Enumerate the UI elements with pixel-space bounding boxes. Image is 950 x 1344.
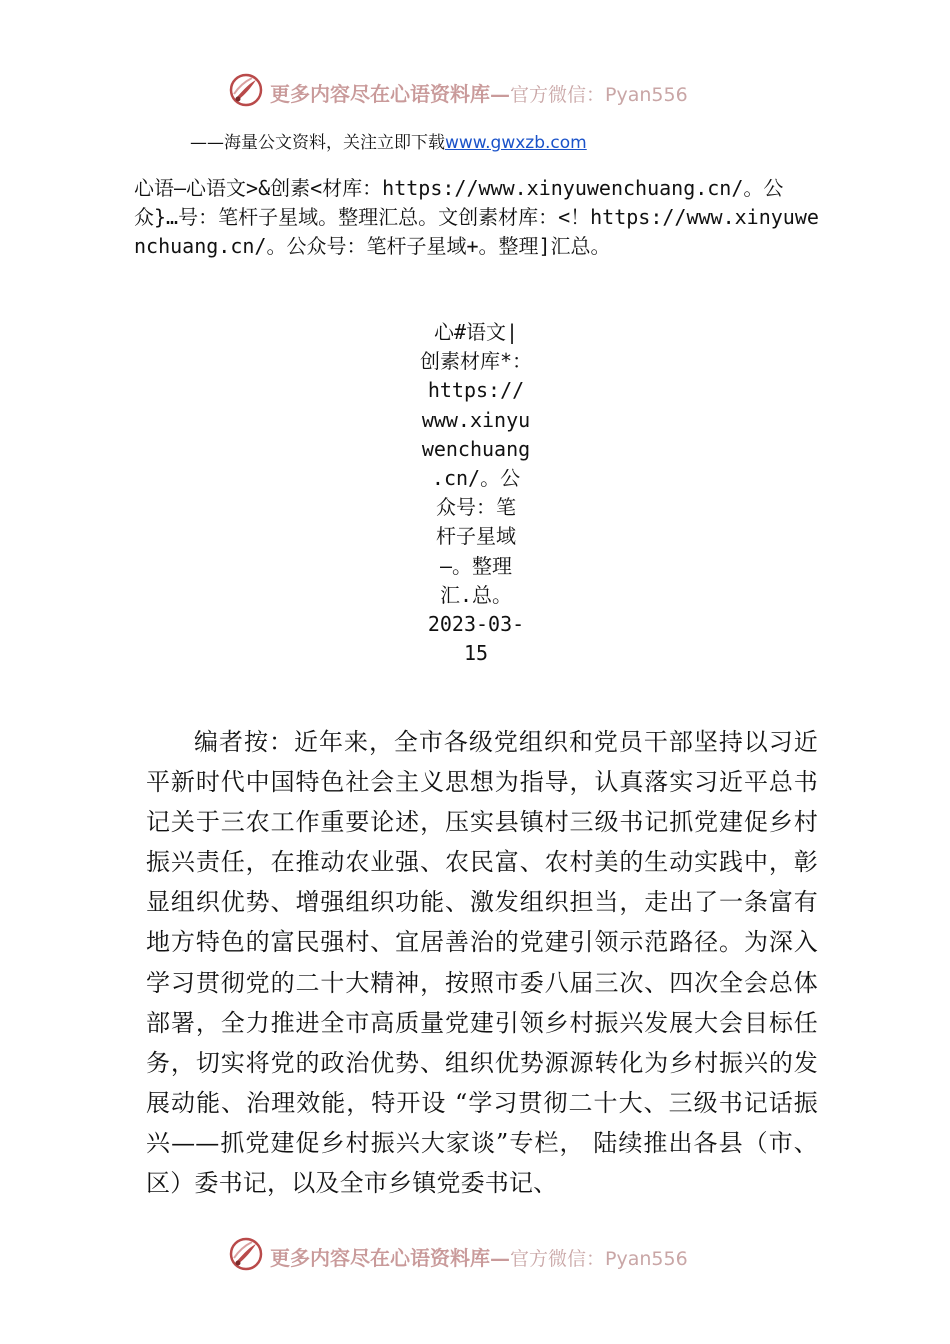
center-line: wenchuang [421,436,531,461]
center-line: 汇.总。 [439,582,513,607]
download-subline [190,128,587,153]
intro-paragraph: 心语—心语文>&创素<材库：https://www.xinyuwenchuang.cn/。公众}…号：笔杆子星域。整理汇总。文创素材库：<！https://www.xinyuwenchuang.cn/。公众号：笔杆子星域+。整理]汇总。 [134,176,819,258]
website-link[interactable]: www.gwxzb.com [445,133,587,153]
subline-text: ——海量公文资料，关注立即下载 [190,133,445,153]
brush-logo-icon [228,72,264,108]
banner-title: 更多内容尽在心语资料库 [270,1246,490,1270]
header-banner [228,70,728,110]
banner-text [270,1242,688,1271]
center-line: 2023-03- [427,612,525,637]
center-line: 杆子星域 [436,524,516,549]
center-line: www.xinyu [421,407,531,432]
center-line: 创素材库*： [419,349,533,374]
banner-wechat: 官方微信：Pyan556 [510,84,688,106]
center-line: 心#语文| [433,320,519,344]
banner-text [270,78,688,107]
center-line: —。整理 [439,553,513,578]
footer-banner [228,1234,728,1274]
editor-note-paragraph: 编者按：近年来，全市各级党组织和党员干部坚持以习近平新时代中国特色社会主义思想为指导，认真落实习近平总书记关于三农工作重要论述，压实县镇村三级书记抓党建促乡村振兴责任，在推动农业强、农民富、农村美的生动实践中，彰显组织优势、增强组织功能、激发组织担当，走出了一条富有地方特色的富民强村、宜居善治的党建引领示范路径。为深入学习贯彻党的二十大精神，按照市委八届三次、四次全会总体部署，全力推进全市高质量党建引领乡村振兴发展大会目标任务，切实将党的政治优势、组织优势源源转化为乡村振兴的发展动能、治理效能，特开设 “学习贯彻二十大、三级书记话振兴——抓党建促乡村振兴大家谈”专栏， 陆续推出各县（市、区）委书记，以及全市乡镇党委书记、 [146,728,818,1198]
center-column [410,318,542,668]
center-line: 15 [463,641,489,666]
banner-dash: — [490,82,510,106]
banner-title: 更多内容尽在心语资料库 [270,82,490,106]
banner-wechat: 官方微信：Pyan556 [510,1248,688,1270]
center-line: https:// [427,378,525,403]
center-line: 众号：笔 [436,495,516,520]
brush-logo-icon [228,1236,264,1272]
center-line: .cn/。公 [431,466,521,491]
banner-dash: — [490,1246,510,1270]
